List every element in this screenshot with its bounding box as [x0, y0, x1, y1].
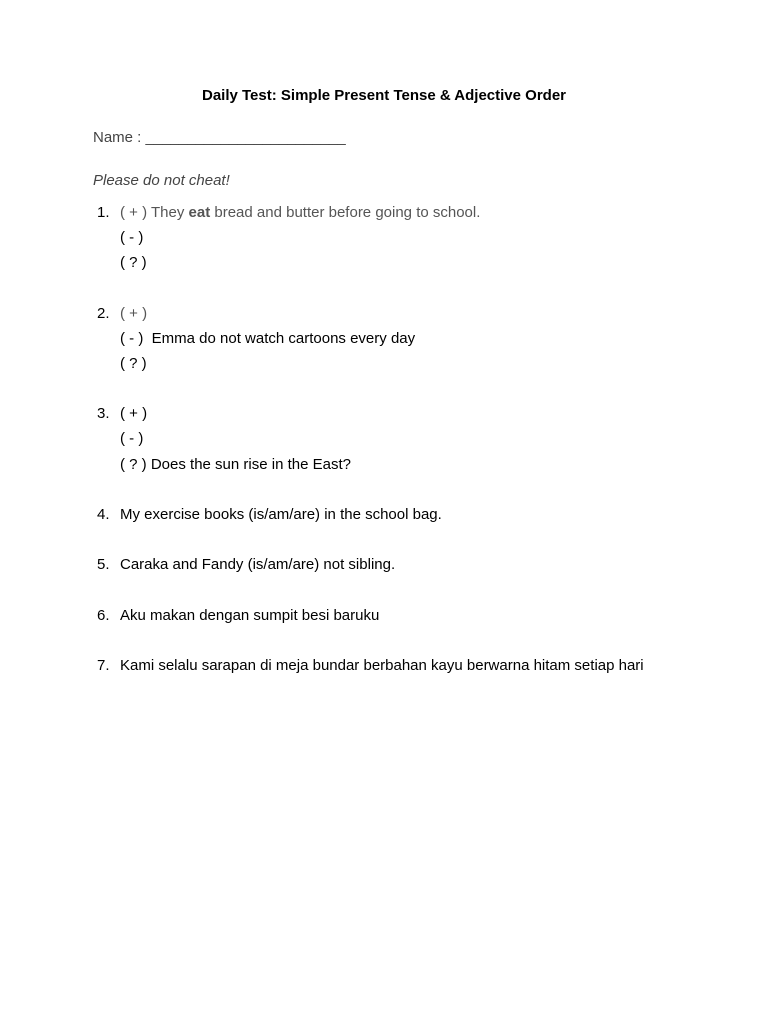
question-number: 2. [97, 304, 110, 322]
marker-question: ( ? ) [120, 455, 147, 473]
spacer [0, 477, 768, 502]
marker-negative: ( - ) [120, 430, 144, 448]
question-6 [0, 603, 768, 628]
answer-line-question [120, 452, 768, 477]
question-text: Kami selalu sarapan di meja bundar berbahan kayu berwarna hitam setiap hari [120, 657, 644, 675]
sentence-text: Does the sun rise in the East? [146, 455, 351, 473]
instruction-text: Please do not cheat! [93, 172, 230, 189]
marker-negative: ( - ) [120, 229, 144, 247]
answer-line-question [120, 250, 768, 275]
spacer [0, 628, 768, 653]
question-7 [0, 653, 768, 678]
answer-line-negative [120, 225, 768, 250]
spacer [0, 276, 768, 301]
sentence-part: bread and butter before going to school. [210, 204, 481, 221]
marker-positive: ( + ) [120, 304, 148, 322]
spacer [0, 376, 768, 401]
question-4 [0, 502, 768, 527]
question-text: My exercise books (is/am/are) in the school bag. [120, 505, 442, 523]
question-number: 4. [97, 505, 110, 523]
sentence-text: Emma do not watch cartoons every day [143, 329, 416, 347]
answer-line-positive [120, 401, 768, 426]
question-3 [0, 401, 768, 477]
marker-question: ( ? ) [120, 254, 147, 272]
question-1 [0, 200, 768, 276]
marker-positive: ( + ) [120, 405, 148, 423]
question-5 [0, 552, 768, 577]
question-number: 6. [97, 606, 110, 624]
sentence-bold-verb: eat [188, 204, 211, 221]
name-field-label: Name : ________________________ [93, 129, 346, 146]
answer-line-positive [120, 200, 768, 225]
spacer [0, 577, 768, 602]
spacer [0, 527, 768, 552]
marker-negative: ( - ) [120, 329, 144, 347]
page-title: Daily Test: Simple Present Tense & Adjective Order [201, 87, 566, 104]
answer-line-question [120, 351, 768, 376]
question-number: 1. [97, 204, 110, 221]
question-list [0, 200, 768, 679]
question-2 [0, 301, 768, 377]
sentence-part: They [151, 204, 189, 221]
answer-line-positive [120, 301, 768, 326]
question-text: Aku makan dengan sumpit besi baruku [120, 606, 380, 624]
question-text: Caraka and Fandy (is/am/are) not sibling. [120, 556, 396, 574]
marker-question: ( ? ) [120, 354, 147, 372]
question-number: 5. [97, 556, 110, 574]
marker-positive: ( + ) [120, 204, 148, 221]
answer-line-negative [120, 326, 768, 351]
answer-line-negative [120, 426, 768, 451]
question-number: 7. [97, 657, 110, 675]
question-number: 3. [97, 405, 110, 423]
